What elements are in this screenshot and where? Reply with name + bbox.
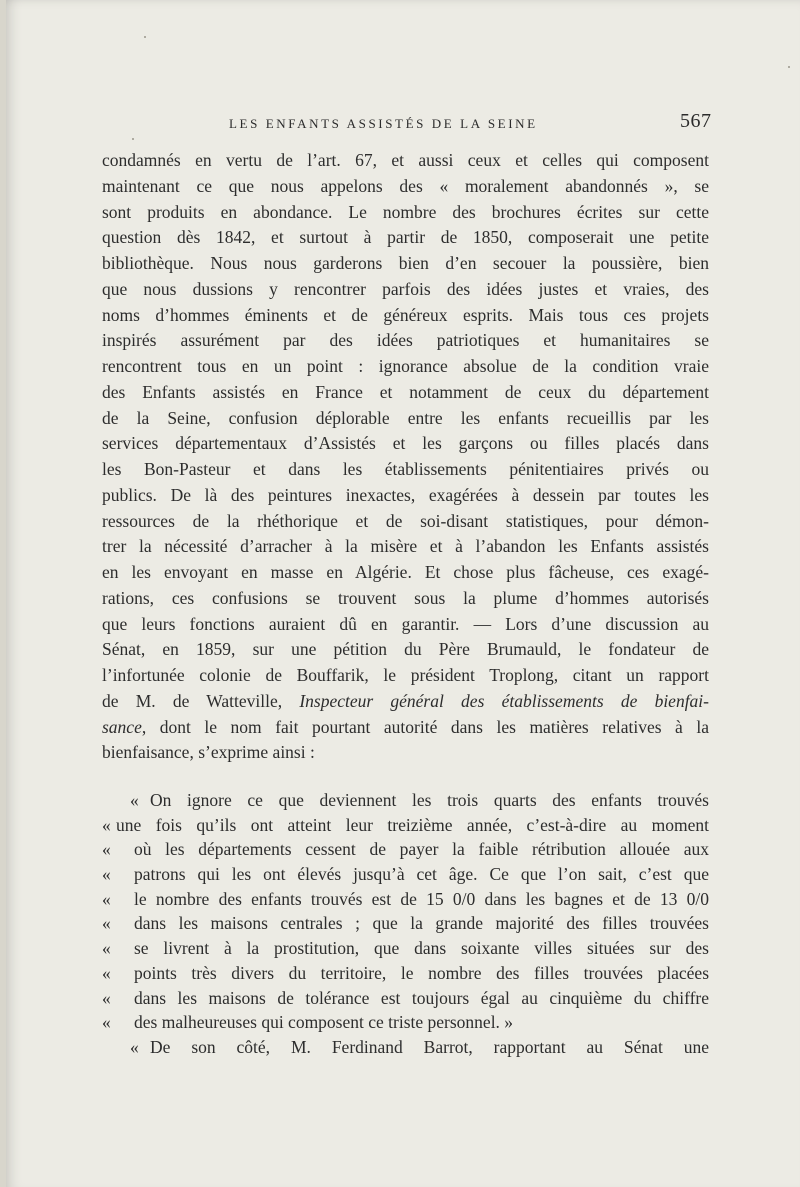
quote-mark: « [102,839,111,860]
text-line: en les envoyant en masse en Algérie. Et chose plus fâcheuse, ces exagé- [102,562,709,582]
paper-speck [132,138,134,140]
quote-text: où les départements cessent de payer la faible rétribution allouée aux [134,839,709,860]
text-fragment: , dont le nom fait pourtant autorité dans les matières relatives à la [141,716,709,737]
italic-title: Inspecteur général des établissements de bienfai- [299,690,709,711]
quote-mark: « [130,1036,139,1057]
text-line: Sénat, en 1859, sur une pétition du Père Brumauld, le fondateur de [102,639,709,660]
quote-line [102,1010,709,1035]
text-line: bibliothèque. Nous nous garderons bien d’en secouer la poussière, bien [102,253,709,273]
text-line: noms d’hommes éminents et de généreux esprits. Mais tous ces projets [102,304,709,325]
paragraph-1 [102,148,709,766]
paper-speck [788,66,790,68]
quote-mark: « [102,962,111,983]
paragraph-2-line [102,1035,709,1060]
quote-mark: « [102,987,111,1008]
quotation [102,788,709,1060]
text-line: services départementaux d’Assistés et les garçons ou filles placés dans [102,433,709,454]
quote-text: des malheureuses qui composent ce triste personnel. » [134,1012,514,1033]
quote-line [102,813,709,838]
text-line: que nous dussions y rencontrer parfois des idées justes et vraies, des [102,278,709,299]
quote-line [102,887,709,912]
text-line-with-italic [102,715,709,741]
running-head [0,108,800,138]
text-line: sont produits en abondance. Le nombre des brochures écrites sur cette [102,201,709,222]
quote-line [102,862,709,887]
quote-text: une fois qu’ils ont atteint leur treizième année, c’est-à-dire au moment [116,814,709,835]
quote-text: points très divers du territoire, le nombre des filles trouvées placées [134,962,709,983]
body-text [102,148,709,1060]
text-line: de la Seine, confusion déplorable entre les enfants recueillis par les [102,407,709,428]
quote-line [102,986,709,1011]
text-line: publics. De là des peintures inexactes, exagérées à dessein par toutes les [102,484,709,505]
quote-text: On ignore ce que deviennent les trois quarts des enfants trouvés [150,790,709,810]
text-line: des Enfants assistés en France et notamment de ceux du département [102,381,709,402]
text-line: rations, ces confusions se trouvent sous la plume d’hommes autorisés [102,587,709,608]
paragraph-spacer [102,766,709,788]
quote-text: dans les maisons de tolérance est toujours égal au cinquième du chiffre [134,987,709,1008]
quote-line [102,788,709,813]
text-line: maintenant ce que nous appelons des « moralement abandonnés », se [102,175,709,196]
text-line: question dès 1842, et surtout à partir de 1850, composerait une petite [102,227,709,248]
quote-line [102,911,709,936]
italic-title-end: sance [102,716,142,737]
quote-mark: « [102,1012,111,1033]
quote-mark: « [130,790,139,810]
quote-text: le nombre des enfants trouvés est de 15 0/0 dans les bagnes et de 13 0/0 [134,888,709,909]
running-title: LES ENFANTS ASSISTÉS DE LA SEINE [229,116,538,131]
quote-line [102,961,709,986]
text-line: les Bon-Pasteur et dans les établissements pénitentiaires privés ou [102,459,709,479]
quote-mark: « [102,814,111,835]
text-line: rencontrent tous en un point : ignorance absolue de la condition vraie [102,356,709,376]
paper-speck [144,36,146,38]
quote-mark: « [102,938,111,959]
quote-line [102,936,709,961]
text-fragment: de M. de Watteville, [102,690,300,711]
quote-text: dans les maisons centrales ; que la grande majorité des filles trouvées [134,913,709,934]
quote-line [102,837,709,862]
text-line: bienfaisance, s’exprime ainsi : [102,742,315,763]
text-line: condamnés en vertu de l’art. 67, et aussi ceux et celles qui composent [102,150,709,170]
quote-text: patrons qui les ont élevés jusqu’à cet âge. Ce que l’on sait, c’est que [134,864,709,885]
quote-mark: « [102,888,111,909]
paragraph-2-text: De son côté, M. Ferdinand Barrot, rapportant au Sénat une [150,1036,709,1057]
text-line: ressources de la rhéthorique et de soi-disant statistiques, pour démon- [102,510,709,531]
text-line: trer la nécessité d’arracher à la misère et à l’abandon les Enfants assistés [102,536,709,557]
quote-mark: « [102,913,111,934]
text-line: inspirés assurément par des idées patriotiques et humanitaires se [102,330,709,351]
page-number: 567 [680,110,712,132]
text-line: l’infortunée colonie de Bouffarik, le président Troplong, citant un rapport [102,665,709,685]
text-line: que leurs fonctions auraient dû en garantir. — Lors d’une discussion au [102,613,709,634]
quote-mark: « [102,864,111,885]
quote-text: se livrent à la prostitution, que dans soixante villes situées sur des [134,938,709,959]
text-line-with-italic [102,689,709,715]
